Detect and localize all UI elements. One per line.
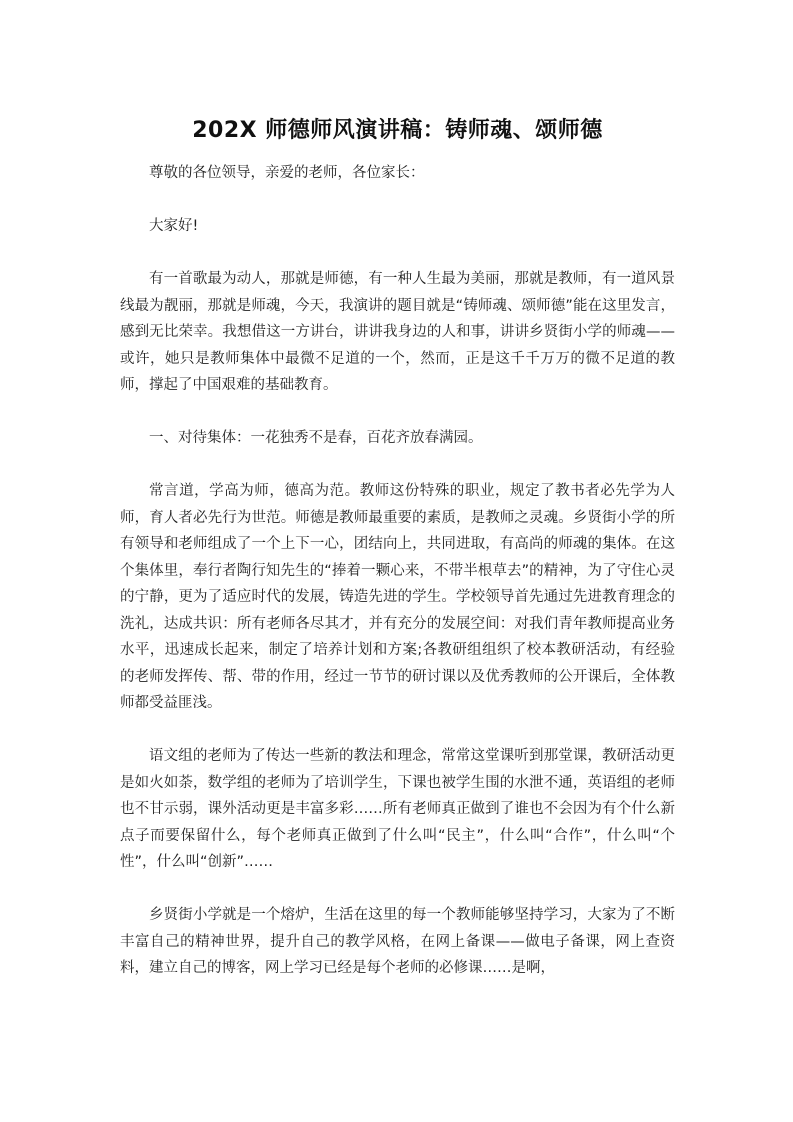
paragraph-spacer <box>120 240 675 267</box>
paragraph-spacer <box>120 876 675 903</box>
paragraph-spacer <box>120 452 675 479</box>
section-heading-1: 一、对待集体：一花独秀不是春，百花齐放春满园。 <box>149 430 483 446</box>
paragraph-spacer <box>120 399 675 426</box>
paragraph-spacer <box>120 717 675 744</box>
body-paragraph-2: 常言道，学高为师，德高为范。教师这份特殊的职业，规定了教书者必先学为人师，育人者必先行为世范。师德是教师最重要的素质，是教师之灵魂。乡贤街小学的所有领导和老师组成了一个上下一心，团结向上，共同进取，有高尚的师魂的集体。在这个集体里，奉行者陶行知先生的“捧着一颗心来，不带半根草去”的精神，为了守住心灵的宁静，更为了适应时代的发展，铸造先进的学生。学校领导首先通过先进教育理念的洗礼，达成共识：所有老师各尽其才，并有充分的发展空间：对我们青年教师提高业务水平，迅速成长起来，制定了培养计划和方案;各教研组组织了校本教研活动，有经验的老师发挥传、帮、带的作用，经过一节节的研讨课以及优秀教师的公开课后，全体教师都受益匪浅。 <box>120 483 675 711</box>
body-paragraph-4: 乡贤街小学就是一个熔炉，生活在这里的每一个教师能够坚持学习，大家为了不断丰富自己的精神世界，提升自己的教学风格，在网上备课——做电子备课，网上查资料，建立自己的博客，网上学习已经是每个老师的必修课……是啊， <box>120 907 675 976</box>
paragraph-spacer <box>120 187 675 214</box>
salutation: 尊敬的各位领导，亲爱的老师，各位家长： <box>149 165 425 181</box>
greeting: 大家好! <box>149 218 199 234</box>
body-paragraph-3: 语文组的老师为了传达一些新的教法和理念，常常这堂课听到那堂课，教研活动更是如火如荼，数学组的老师为了培训学生，下课也被学生围的水泄不通，英语组的老师也不甘示弱，课外活动更是丰富多彩……所有老师真正做到了谁也不会因为有个什么新点子而要保留什么，每个老师真正做到了什么叫“民主”，什么叫“合作”，什么叫“个性”，什么叫“创新”…… <box>120 748 675 870</box>
body-paragraph-1: 有一首歌最为动人，那就是师德，有一种人生最为美丽，那就是教师，有一道风景线最为靓丽，那就是师魂，今天，我演讲的题目就是“铸师魂、颂师德”能在这里发言，感到无比荣幸。我想借这一方讲台，讲讲我身边的人和事，讲讲乡贤街小学的师魂——或许，她只是教师集体中最微不足道的一个，然而，正是这千千万万的微不足道的教师，撑起了中国艰难的基础教育。 <box>120 271 675 393</box>
document-title: 202X 师德师风演讲稿：铸师魂、颂师德 <box>192 118 603 143</box>
